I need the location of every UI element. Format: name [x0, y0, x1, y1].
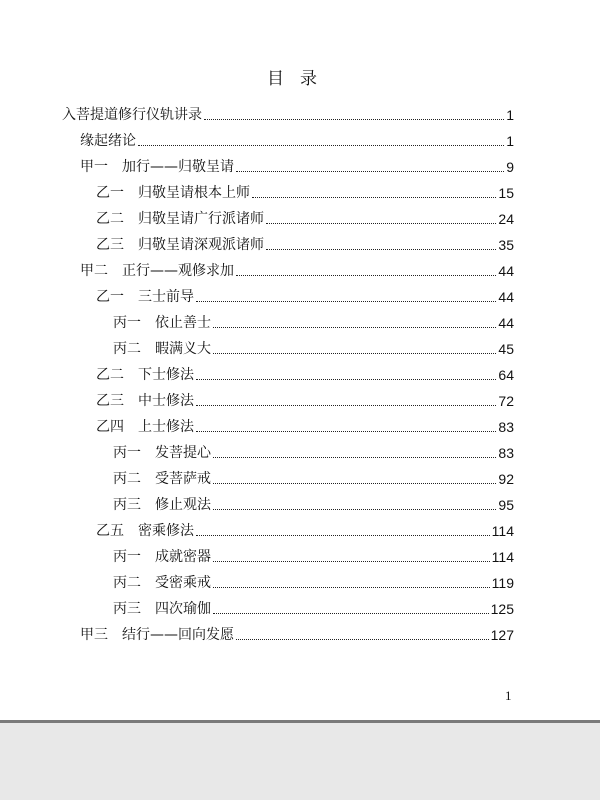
toc-entry[interactable] [96, 514, 514, 540]
toc-entry-page: 45 [498, 341, 514, 357]
toc-entry-page: 125 [490, 601, 514, 617]
toc-entry-title: 乙二 归敬呈请广行派诸师 [96, 211, 264, 227]
page-number: 1 [505, 688, 512, 703]
dot-leader [196, 379, 496, 380]
toc-entry-title: 甲三 结行——回向发愿 [80, 627, 234, 643]
toc-entry-page: 92 [498, 471, 514, 487]
toc-entry[interactable] [80, 124, 514, 150]
dot-leader [213, 613, 489, 614]
toc-entry-title: 甲一 加行——归敬呈请 [80, 159, 234, 175]
toc-entry-page: 1 [506, 107, 514, 123]
dot-leader [252, 197, 496, 198]
toc-entry[interactable] [113, 436, 514, 462]
toc-entry[interactable] [96, 228, 514, 254]
toc-entry-page: 83 [498, 419, 514, 435]
toc-entry-title: 丙二 受菩萨戒 [113, 471, 211, 487]
dot-leader [266, 223, 496, 224]
toc-entry-page: 127 [490, 627, 514, 643]
dot-leader [213, 457, 496, 458]
dot-leader [138, 145, 504, 146]
dot-leader [266, 249, 496, 250]
dot-leader [213, 561, 490, 562]
toc-entry-page: 1 [506, 133, 514, 149]
toc-entry-title: 乙二 下士修法 [96, 367, 194, 383]
toc-entry-title: 乙一 三士前导 [96, 289, 194, 305]
dot-leader [213, 509, 496, 510]
dot-leader [236, 171, 504, 172]
toc-entry[interactable] [80, 254, 514, 280]
toc-entry-title: 丙二 受密乘戒 [113, 575, 211, 591]
toc-entry-page: 9 [506, 159, 514, 175]
dot-leader [196, 535, 490, 536]
dot-leader [204, 119, 504, 120]
toc-entry-page: 44 [498, 289, 514, 305]
toc-entry[interactable] [113, 540, 514, 566]
toc-entry-title: 丙一 依止善士 [113, 315, 211, 331]
toc-entry[interactable] [113, 488, 514, 514]
toc-entry-page: 114 [491, 549, 514, 565]
toc-entry-title: 乙一 归敬呈请根本上师 [96, 185, 250, 201]
toc-entry-page: 72 [498, 393, 514, 409]
dot-leader [213, 327, 496, 328]
toc-entry-title: 丙三 四次瑜伽 [113, 601, 211, 617]
toc-entry-page: 44 [498, 263, 514, 279]
toc-entry[interactable] [113, 332, 514, 358]
toc-entry[interactable] [96, 358, 514, 384]
toc-entry-page: 64 [498, 367, 514, 383]
toc-entry[interactable] [96, 176, 514, 202]
dot-leader [236, 639, 489, 640]
toc-entry-page: 24 [498, 211, 514, 227]
dot-leader [196, 301, 496, 302]
toc-entry-title: 丙一 发菩提心 [113, 445, 211, 461]
toc-entry-title: 丙二 暇满义大 [113, 341, 211, 357]
toc-entry[interactable] [96, 410, 514, 436]
viewer-background [0, 723, 600, 800]
toc-entry-title: 乙三 中士修法 [96, 393, 194, 409]
toc-entry-title: 乙四 上士修法 [96, 419, 194, 435]
dot-leader [196, 431, 496, 432]
toc-entry-title: 缘起绪论 [80, 133, 136, 149]
toc-entry-title: 乙五 密乘修法 [96, 523, 194, 539]
dot-leader [213, 353, 496, 354]
toc-entry-title: 甲二 正行——观修求加 [80, 263, 234, 279]
toc-entry-page: 15 [498, 185, 514, 201]
toc-entry-title: 丙三 修止观法 [113, 497, 211, 513]
toc-entry-title: 乙三 归敬呈请深观派诸师 [96, 237, 264, 253]
toc-entry-page: 119 [491, 575, 514, 591]
toc-heading: 目录 [267, 69, 333, 89]
toc-entry[interactable] [113, 592, 514, 618]
toc-entry-page: 44 [498, 315, 514, 331]
toc-entry[interactable] [113, 462, 514, 488]
dot-leader [236, 275, 496, 276]
toc-entry[interactable] [113, 306, 514, 332]
dot-leader [196, 405, 496, 406]
toc-entry-page: 83 [498, 445, 514, 461]
toc-entry[interactable] [80, 618, 514, 644]
dot-leader [213, 483, 496, 484]
toc-entry-page: 95 [498, 497, 514, 513]
toc-entry-page: 35 [498, 237, 514, 253]
toc-entry-page: 114 [491, 523, 514, 539]
toc-entry[interactable] [96, 202, 514, 228]
toc-entry[interactable] [80, 150, 514, 176]
toc-entry[interactable] [113, 566, 514, 592]
toc-entry-title: 丙一 成就密器 [113, 549, 211, 565]
dot-leader [213, 587, 490, 588]
toc-entry[interactable] [96, 280, 514, 306]
toc-entry[interactable] [96, 384, 514, 410]
toc-entry-title: 入菩提道修行仪轨讲录 [62, 107, 202, 123]
toc-entry[interactable] [62, 98, 514, 124]
